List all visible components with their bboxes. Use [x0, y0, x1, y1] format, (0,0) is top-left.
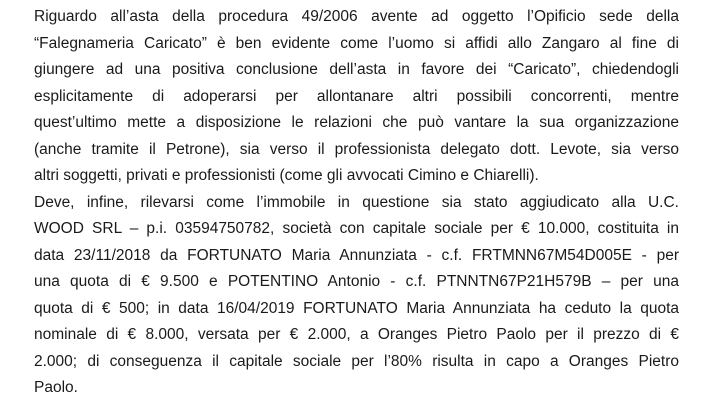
text-line: 2.000; di conseguenza il capitale sociale per l’80% risulta in capo a Oranges Pietro — [34, 352, 679, 370]
text-line: Riguardo all’asta della procedura 49/2006 avente ad oggetto l’Opificio sede della — [34, 8, 679, 25]
paragraph-asta — [34, 4, 679, 190]
text-line: data 23/11/2018 da FORTUNATO Maria Annunziata - c.f. FRTMNN67M54D005E - per — [34, 246, 679, 264]
text-line: WOOD SRL – p.i. 03594750782, società con capitale sociale per € 10.000, costituita in — [34, 220, 679, 237]
text-line: Deve, infine, rilevarsi come l’immobile in questione sia stato aggiudicato alla U.C. — [34, 193, 679, 211]
text-line: esplicitamente di adoperarsi per allontanare altri possibili concorrenti, mentre — [34, 87, 679, 105]
text-line: una quota di € 9.500 e POTENTINO Antonio - c.f. PTNNTN67P21H579B – per una — [34, 273, 679, 290]
text-line: Paolo. — [34, 379, 78, 396]
text-line: nominale di € 8.000, versata per € 2.000, a Oranges Pietro Paolo per il prezzo di € — [34, 326, 679, 343]
text-line: (anche tramite il Petrone), sia verso il professionista delegato dott. Levote, sia verso — [34, 140, 679, 158]
paragraph-aggiudicazione — [34, 190, 679, 402]
text-line: quota di € 500; in data 16/04/2019 FORTUNATO Maria Annunziata ha ceduto la quota — [34, 299, 679, 317]
text-line: quest’ultimo mette a disposizione le relazioni che può vantare la sua organizzazione — [34, 114, 679, 131]
text-line: giungere ad una positiva conclusione dell’asta in favore dei “Caricato”, chiedendogli — [34, 61, 679, 78]
text-line: “Falegnameria Caricato” è ben evidente come l’uomo si affidi allo Zangaro al fine di — [34, 34, 679, 52]
document-text — [34, 4, 679, 402]
text-line: altri soggetti, privati e professionisti (come gli avvocati Cimino e Chiarelli). — [34, 167, 539, 184]
